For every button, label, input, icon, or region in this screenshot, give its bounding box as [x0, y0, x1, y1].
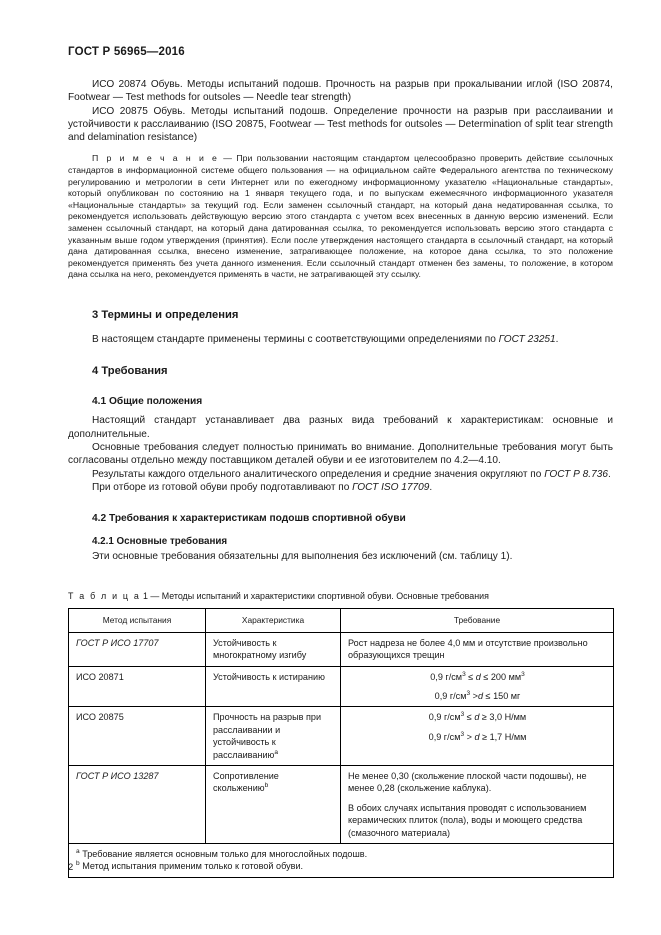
reference-iso-20875: ИСО 20875 Обувь. Методы испытаний подошв. Определение прочности на разрыв при расслаивании и устойчивости к расслаиванию (ISO 20875, Footwear — Test methods for outsoles — Determination of split tear strength and delamination resistance): [68, 105, 613, 144]
reference-iso-20874: ИСО 20874 Обувь. Методы испытаний подошв. Прочность на разрыв при прокалывании иглой (ISO 20874, Footwear — Test methods for outsoles — Needle tear strength): [68, 79, 613, 104]
section-4-1-p4-ref: ГОСТ ISO 17709: [352, 481, 430, 493]
note-block: [68, 153, 613, 281]
table-caption-word: Т а б л и ц а: [68, 591, 141, 602]
column-header-requirement: Требование: [341, 609, 614, 632]
characteristic-text: Устойчивость к многократному изгибу: [213, 637, 307, 661]
footnote-marker-a: a: [274, 748, 279, 756]
cell-method: [69, 707, 206, 766]
cell-requirement: [341, 766, 614, 844]
section-3-text-post: .: [555, 334, 559, 346]
table-footnote-row: [69, 844, 614, 878]
section-4-1-p3-ref: ГОСТ Р 8.736: [544, 468, 608, 480]
cell-method: [69, 632, 206, 666]
spacer: [68, 377, 613, 396]
running-header: ГОСТ Р 56965—2016: [68, 46, 185, 58]
page-number: 2: [68, 861, 74, 872]
cell-characteristic: [206, 766, 341, 844]
section-4-1-p4-post: .: [429, 481, 433, 493]
column-header-characteristic: Характеристика: [206, 609, 341, 632]
cell-method: [69, 766, 206, 844]
spacer: [68, 281, 613, 309]
table-row: [69, 707, 614, 766]
table-row: [69, 666, 614, 707]
cell-requirement: [341, 707, 614, 766]
heading-section-4-2: 4.2 Требования к характеристикам подошв спортивной обуви: [92, 513, 406, 525]
heading-section-4-2-1: 4.2.1 Основные требования: [92, 536, 228, 548]
section-4-2-1-paragraph: Эти основные требования обязательны для выполнения без исключений (см. таблицу 1).: [92, 551, 513, 563]
spacer: [68, 346, 613, 365]
note-text: При пользовании настоящим стандартом целесообразно проверить действие ссылочных стандартов в информационной системе общего пользования — на официальном сайте Федерального агентства по техническому регулированию и метрологии в сети Интернет или по ежегодному информационному указателю «Национальные стандарты», который опубликован по состоянию на 1 января текущего года, и по выпускам ежемесячного информационного указателя «Национальные стандарты» за текущий год. Если заменен ссылочный стандарт, на который дана недатированная ссылка, то рекомендуется использовать действующую версию этого стандарта с учетом всех внесенных в данную версию изменений. Если заменен ссылочный стандарт, на который дана датированная ссылка, то рекомендуется использовать версию этого стандарта с указанным выше годом утверждения (принятия). Если после утверждения настоящего стандарта в ссылочный стандарт, на который дана датированная ссылка, внесено изменение, затрагивающее положение, на которое дана ссылка, то это положение рекомендуется применять без учета данного изменения. Если ссылочный стандарт отменен без замены, то положение, в котором дана ссылка на него, рекомендуется применять в части, не затрагивающей эту ссылку.: [68, 153, 613, 280]
cell-characteristic: [206, 707, 341, 766]
note-dash: —: [223, 153, 232, 164]
requirement-line: Не менее 0,30 (скольжение плоской части подошвы), не менее 0,28 (скольжение каблука).: [348, 771, 587, 794]
table-header-row: [69, 609, 614, 632]
document-body: [68, 78, 613, 878]
footnote-a-text: Требование является основным только для многослойных подошв.: [82, 849, 368, 860]
requirements-table: [68, 608, 614, 878]
table-footnotes: [69, 844, 614, 878]
spacer: [68, 563, 613, 591]
superscript: 3: [462, 670, 466, 678]
section-4-1-p4-pre: При отборе из готовой обуви пробу подготавливают по: [92, 481, 353, 493]
table-caption-number: 1: [142, 591, 148, 602]
variable-d: d: [475, 671, 481, 682]
section-4-1-paragraph-2: Основные требования следует полностью принимать во внимание. Дополнительные требования могут быть согласованы отдельно между поставщиком деталей обуви и ее изготовителем по 4.2—4.10.: [68, 441, 613, 467]
table-body: [69, 632, 614, 877]
superscript: 3: [466, 689, 471, 697]
method-standard-ref: ИСО 20875: [76, 712, 124, 723]
footnote-b-text: Метод испытания применим только к готовой обуви.: [82, 861, 304, 872]
footnote-marker-a: a: [76, 848, 80, 856]
requirement-line: 0,9 $г/см^3 > d \ge 1,7$ Н/мм: [428, 730, 527, 742]
cell-characteristic: [206, 666, 341, 707]
footnote-b: [76, 860, 607, 872]
section-4-1-p3-post: .: [607, 468, 611, 480]
section-4-1-paragraph-3: [68, 468, 613, 481]
requirement-line: 0,9 $г/см^3 >d \le 150$ мг: [434, 689, 521, 702]
characteristic-text: Прочность на разрыв при расслаивании и устойчивость к расслаиванию: [213, 712, 322, 760]
characteristic-text: Устойчивость к истиранию: [213, 671, 325, 682]
requirement-line: 0,9 $г/см^3 \le d \ge 3,0$ Н/мм: [428, 711, 527, 723]
spacer: [68, 321, 613, 333]
cell-characteristic: [206, 632, 341, 666]
table-caption-text: Методы испытаний и характеристики спортивной обуви. Основные требования: [161, 591, 489, 602]
spacer: [68, 494, 613, 513]
section-3-paragraph: [68, 333, 613, 346]
variable-d: d: [474, 731, 480, 742]
section-3-text-pre: В настоящем стандарте применены термины с соответствующими определениями по: [92, 334, 499, 346]
section-4-1-paragraph-4: [68, 481, 613, 494]
method-standard-ref: ГОСТ Р ИСО 17707: [76, 637, 159, 648]
table-row: [69, 766, 614, 844]
section-3-standard-ref: ГОСТ 23251: [498, 334, 556, 346]
superscript: 3: [460, 730, 465, 738]
column-header-method: Метод испытания: [69, 609, 206, 632]
footnote-marker-b: b: [264, 782, 269, 790]
table-caption-dash: —: [150, 591, 160, 602]
footnote-a: [76, 848, 607, 860]
requirement-line: 0,9 $г/см^3 \le d \le 200$ $мм^3$: [430, 670, 525, 682]
spacer: [68, 524, 613, 536]
heading-section-3: 3 Термины и определения: [92, 309, 239, 322]
table-row: [69, 632, 614, 666]
section-4-1-paragraph-1: Настоящий стандарт устанавливает два разных вида требований к характеристикам: основные и дополнительные.: [68, 415, 613, 440]
note-label: П р и м е ч а н и е: [92, 153, 219, 164]
spacer: [68, 407, 613, 414]
heading-section-4-1: 4.1 Общие положения: [92, 396, 203, 408]
footnote-marker-b: b: [76, 860, 80, 868]
method-standard-ref: ГОСТ Р ИСО 13287: [76, 771, 159, 782]
table-caption: [68, 591, 613, 601]
cell-requirement: [341, 632, 614, 666]
requirement-line: В обоих случаях испытания проводят с использованием керамических плиток (пола), воды и моющего средства (смазочного материала): [348, 802, 587, 838]
superscript: 3: [460, 711, 465, 719]
variable-d: d: [474, 712, 480, 723]
superscript: 3: [521, 670, 525, 678]
cell-requirement: [341, 666, 614, 707]
heading-section-4: 4 Требования: [92, 365, 168, 378]
characteristic-text: Сопротивление скольжению: [213, 771, 279, 794]
cell-method: [69, 666, 206, 707]
requirement-line: Рост надреза не более 4,0 мм и отсутствие произвольно образующихся трещин: [348, 637, 588, 661]
variable-d: d: [477, 691, 484, 702]
method-standard-ref: ИСО 20871: [76, 671, 124, 682]
section-4-1-p3-pre: Результаты каждого отдельного аналитического определения и средние значения округляют по: [92, 468, 545, 480]
